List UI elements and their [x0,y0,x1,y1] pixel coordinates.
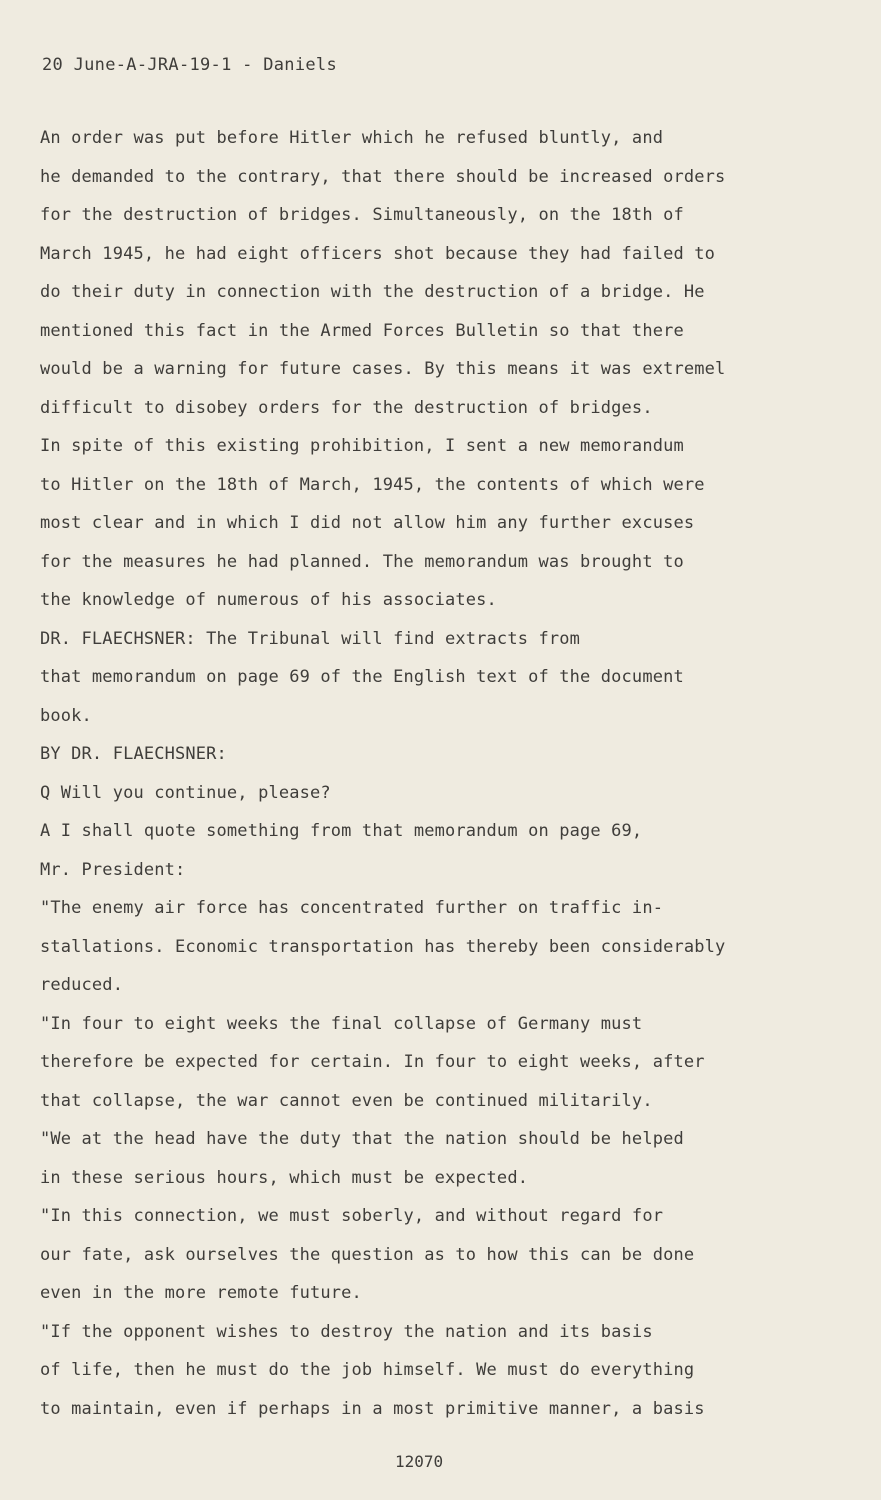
text-line: An order was put before Hitler which he refused bluntly, and [40,128,664,148]
text-line: In spite of this existing prohibition, I sent a new memorandum [40,436,684,456]
text-line: in these serious hours, which must be expected. [40,1167,529,1188]
text-line: "We at the head have the duty that the nation should be helped [40,1129,684,1149]
text-line: Q Will you continue, please? [40,782,331,803]
text-line: that collapse, the war cannot even be continued militarily. [40,1090,653,1111]
text-line: difficult to disobey orders for the destruction of bridges. [40,397,653,418]
text-line: "In four to eight weeks the final collapse of Germany must [40,1013,643,1034]
text-line: do their duty in connection with the destruction of a bridge. He [40,282,705,302]
text-line: he demanded to the contrary, that there should be increased orders [40,166,726,187]
text-line: "In this connection, we must soberly, and without regard for [40,1206,664,1226]
text-line: book. [40,705,92,726]
text-line: mentioned this fact in the Armed Forces Bulletin so that there [40,320,684,341]
text-line: of life, then he must do the job himself. We must do everything [40,1360,695,1380]
text-line: that memorandum on page 69 of the English text of the document [40,667,684,687]
text-line: therefore be expected for certain. In four to eight weeks, after [40,1052,705,1072]
text-line: would be a warning for future cases. By this means it was extremel [40,359,726,379]
text-line: for the destruction of bridges. Simultaneously, on the 18th of [40,205,684,225]
text-line: the knowledge of numerous of his associates. [40,590,497,610]
text-line: Mr. President: [40,859,186,880]
text-line: most clear and in which I did not allow him any further excuses [40,513,695,533]
text-line: DR. FLAECHSNER: The Tribunal will find extracts from [40,628,581,649]
text-line: "The enemy air force has concentrated further on traffic in- [40,898,664,918]
text-line: to Hitler on the 18th of March, 1945, the contents of which were [40,474,705,495]
document-header: 20 June-A-JRA-19-1 - Daniels [42,55,337,75]
text-line: BY DR. FLAECHSNER: [40,744,227,764]
text-line: March 1945, he had eight officers shot because they had failed to [40,243,716,264]
text-line: A I shall quote something from that memorandum on page 69, [40,821,643,841]
text-line: reduced. [40,975,124,995]
text-line: for the measures he had planned. The memorandum was brought to [40,551,684,572]
text-line: stallations. Economic transportation has thereby been considerably [40,936,726,957]
page-number: 12070 [395,1452,444,1471]
text-line: our fate, ask ourselves the question as to how this can be done [40,1244,695,1265]
text-line: even in the more remote future. [40,1283,362,1303]
text-line: "If the opponent wishes to destroy the nation and its basis [40,1321,653,1342]
text-line: to maintain, even if perhaps in a most primitive manner, a basis [40,1398,705,1419]
